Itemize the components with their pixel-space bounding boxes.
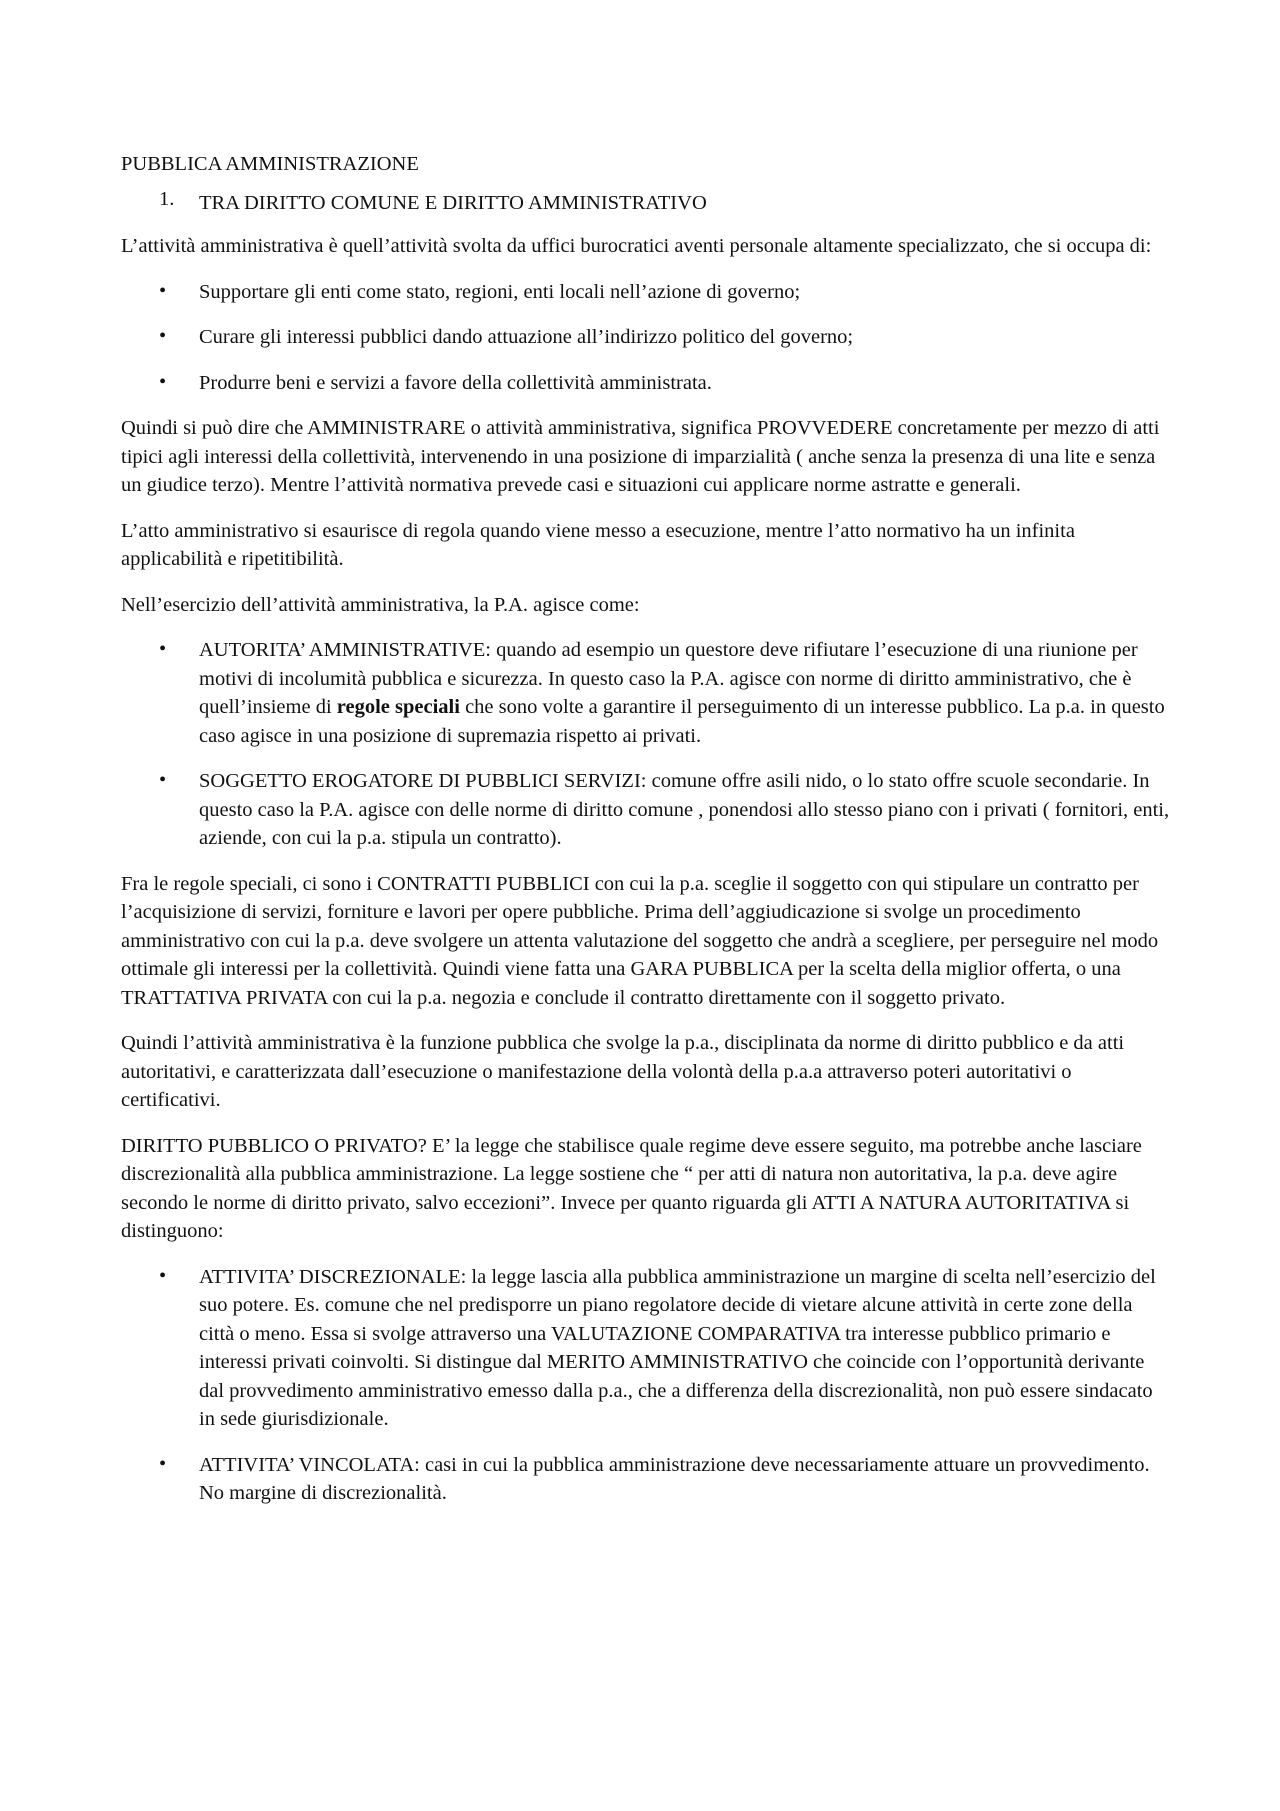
- paragraph-contratti-pubblici: Fra le regole speciali, ci sono i CONTRATTI PUBBLICI con cui la p.a. sceglie il soggetto con qui stipulare un contratto per l’acquisizione di servizi, forniture e lavori per opere pubbliche. Prima dell’aggiudicazione si svolge un procedimento amministrativo con cui la p.a. deve svolgere un attenta valutazione del soggetto che andrà a scegliere, per perseguire nel modo ottimale gli interessi per la collettività. Quindi viene fatta una GARA PUBBLICA per la scelta della miglior offerta, o una TRATTATIVA PRIVATA con cui la p.a. negozia e conclude il contratto direttamente con il soggetto privato.: [121, 872, 1159, 1009]
- list-item: [121, 323, 1171, 352]
- intro-list: [121, 278, 1171, 398]
- role-list: [121, 636, 1171, 853]
- section-heading: [121, 189, 1171, 218]
- bullet-icon: •: [159, 638, 167, 660]
- bold-term: regole speciali: [336, 696, 460, 718]
- list-item-text: ATTIVITA’ DISCREZIONALE: la legge lascia alla pubblica amministrazione un margine di scelta nell’esercizio del suo potere. Es. comune che nel predisporre un piano regolatore decide di vietare alcune attività in certe zone della città o meno. Essa si svolge attraverso una VALUTAZIONE COMPARATIVA tra interesse pubblico primario e interessi privati coinvolti. Si distingue dal MERITO AMMINISTRATIVO che coincide con l’opportunità derivante dal provvedimento amministrativo emesso dalla p.a., che a differenza della discrezionalità, non può essere sindacato in sede giurisdizionale.: [199, 1265, 1156, 1430]
- paragraph-esercizio: Nell’esercizio dell’attività amministrativa, la P.A. agisce come:: [121, 593, 640, 616]
- paragraph-funzione-pubblica: Quindi l’attività amministrativa è la funzione pubblica che svolge la p.a., disciplinata da norme di diritto pubblico e da atti autoritativi, e caratterizzata dall’esecuzione o manifestazione della volontà della p.a.a attraverso poteri autoritativi o certificativi.: [121, 1032, 1125, 1111]
- bullet-icon: •: [159, 1452, 167, 1475]
- list-item-text: Produrre beni e servizi a favore della collettività amministrata.: [199, 371, 712, 394]
- document-title: PUBBLICA AMMINISTRAZIONE: [121, 153, 419, 175]
- list-item-text: [199, 639, 1165, 747]
- list-item: [121, 1263, 1171, 1434]
- intro-paragraph: L’attività amministrativa è quell’attività svolta da uffici burocratici aventi personale altamente specializzato, che si occupa di:: [121, 235, 1152, 257]
- list-item-text: Curare gli interessi pubblici dando attuazione all’indirizzo politico del governo;: [199, 326, 854, 348]
- list-item-text: ATTIVITA’ VINCOLATA: casi in cui la pubblica amministrazione deve necessariamente attuare un provvedimento. No margine di discrezionalità.: [199, 1453, 1150, 1504]
- bullet-icon: •: [159, 370, 167, 393]
- list-item-text: Supportare gli enti come stato, regioni, enti locali nell’azione di governo;: [199, 280, 801, 303]
- list-item-text: SOGGETTO EROGATORE DI PUBBLICI SERVIZI: comune offre asili nido, o lo stato offre scuole secondarie. In questo caso la P.A. agisce con delle norme di diritto comune , ponendosi allo stesso piano con i privati ( fornitori, enti, aziende, con cui la p.a. stipula un contratto).: [199, 770, 1170, 849]
- bullet-icon: •: [159, 279, 167, 302]
- bullet-icon: •: [159, 769, 167, 791]
- bullet-icon: •: [159, 325, 167, 347]
- list-item: [121, 767, 1171, 853]
- document-body: [121, 150, 1171, 1525]
- role-autorita-text-end: che sono volte a garantire il perseguimento di un interesse pubblico. La p.a. in questo caso agisce in una posizione di supremazia rispetto ai privati.: [199, 696, 1165, 747]
- list-item: [121, 1451, 1171, 1508]
- list-item: [121, 636, 1171, 750]
- paragraph-amministrare: Quindi si può dire che AMMINISTRARE o attività amministrativa, significa PROVVEDERE concretamente per mezzo di atti tipici agli interessi della collettività, intervenendo in una posizione di imparzialità ( anche senza la presenza di una lite e senza un giudice terzo). Mentre l’attività normativa prevede casi e situazioni cui applicare norme astratte e generali.: [121, 417, 1160, 496]
- section-number: 1.: [159, 187, 175, 210]
- role-autorita-text: AUTORITA’ AMMINISTRATIVE: quando ad esempio un questore deve rifiutare l’esecuzione di una riunione per motivi di incolumità pubblica e sicurezza. In questo caso la P.A. agisce con norme di diritto amministrativo, che è quell’insieme di: [199, 639, 1138, 718]
- list-item: [121, 278, 1171, 307]
- attivita-list: [121, 1263, 1171, 1508]
- bullet-icon: •: [159, 1264, 167, 1287]
- paragraph-atto-amministrativo: L’atto amministrativo si esaurisce di regola quando viene messo a esecuzione, mentre l’atto normativo ha un infinita applicabilità e ripetitibilità.: [121, 519, 1075, 570]
- list-item: [121, 369, 1171, 398]
- section-heading-text: TRA DIRITTO COMUNE E DIRITTO AMMINISTRATIVO: [199, 191, 707, 214]
- paragraph-diritto-pubblico-privato: DIRITTO PUBBLICO O PRIVATO? E’ la legge che stabilisce quale regime deve essere seguito, ma potrebbe anche lasciare discrezionalità alla pubblica amministrazione. La legge sostiene che “ per atti di natura non autoritativa, la p.a. deve agire secondo le norme di diritto privato, salvo eccezioni”. Invece per quanto riguarda gli ATTI A NATURA AUTORITATIVA si distinguono:: [121, 1134, 1142, 1242]
